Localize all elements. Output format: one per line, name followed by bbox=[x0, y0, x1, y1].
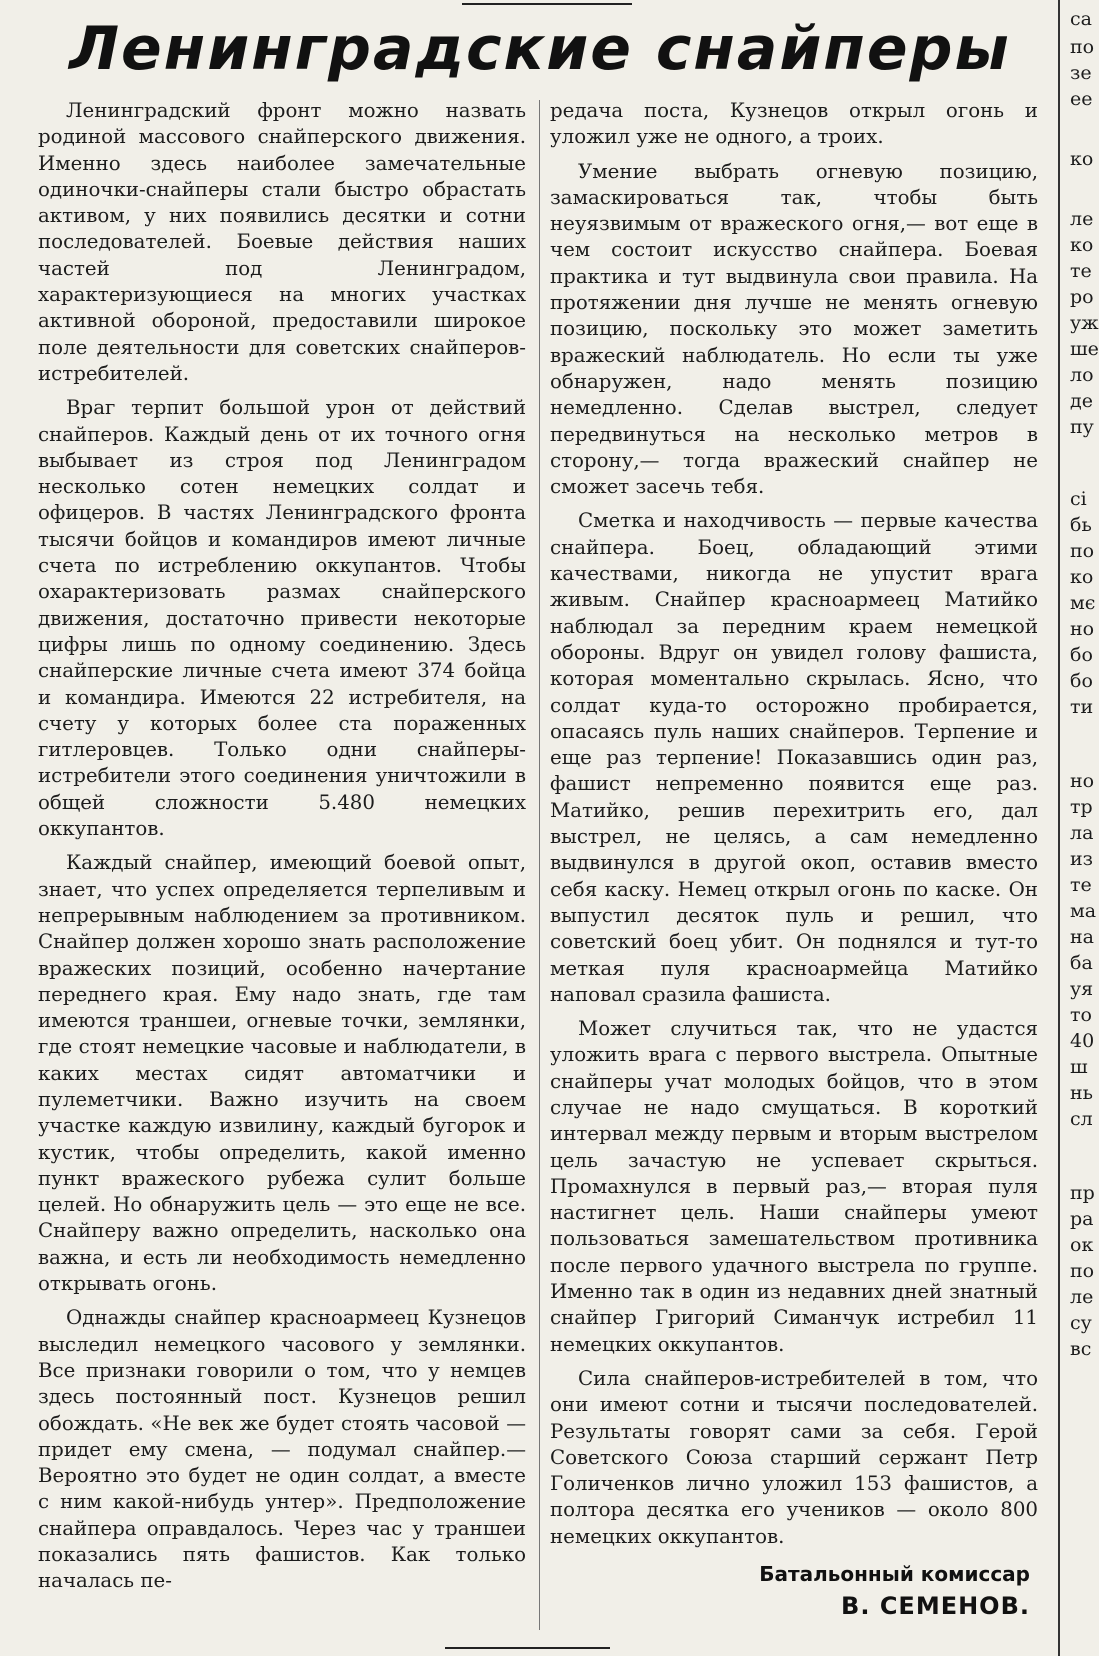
margin-text: ок bbox=[1070, 1234, 1094, 1256]
margin-text: ма bbox=[1070, 900, 1097, 922]
paragraph: Сила снайперов-истребителей в том, что они имеют сотни и тысячи последователей. Результаты говорят сами за себя. Герой Советского Союза старший сержант Петр Голиченков лично уложил 153 фашистов, а полтора десятка его учеников — около 800 немецких оккупантов. bbox=[550, 1366, 1038, 1548]
margin-text: ше bbox=[1070, 338, 1099, 360]
article-headline: Ленинградские снайперы bbox=[69, 14, 1011, 84]
margin-text: из bbox=[1070, 848, 1094, 870]
margin-text: по bbox=[1070, 1260, 1095, 1282]
paragraph: Каждый снайпер, имеющий боевой опыт, знает, что успех определяется терпеливым и непрерывным наблюдением за противником. Снайпер должен хорошо знать расположение вражеских позиций, особенно начертание переднего края. Ему надо знать, где там имеются траншеи, огневые точки, землянки, где стоят немецкие часовые и наблюдатели, в каких местах сидят автоматчики и пулеметчики. Важно изучить на своем участке каждую извилину, каждый бугорок и кустик, чтобы определить, какой именно пункт вражеского рубежа сулит больше целей. Но обнаружить цель — это еще не все. Снайперу важно определить, насколько она важна, и есть ли необходимость немедленно открывать огонь. bbox=[38, 851, 526, 1296]
top-rule bbox=[462, 3, 632, 5]
margin-text: те bbox=[1070, 874, 1092, 896]
margin-text: нь bbox=[1070, 1082, 1094, 1104]
margin-text: ба bbox=[1070, 952, 1093, 974]
paragraph-continuation: редача поста, Кузнецов открыл огонь и уложил уже не одного, а троих. bbox=[550, 99, 1038, 149]
margin-text: ее bbox=[1070, 88, 1093, 110]
margin-text: ко bbox=[1070, 566, 1094, 588]
margin-text: мє bbox=[1070, 592, 1096, 614]
paragraph: Однажды снайпер красноармеец Кузнецов выследил немецкого часового у землянки. Все признаки говорили о том, что у немцев здесь постоянный пост. Кузнецов решил обождать. «Не век же будет стоять часовой — придет ему смена, — подумал снайпер.— Вероятно это будет не один солдат, а вместе с ним какой-нибудь унтер». Предположение снайпера оправдалось. Через час у траншеи показались пять фашистов. Как только началась пе- bbox=[38, 1306, 526, 1593]
margin-text: де bbox=[1070, 390, 1093, 412]
paragraph: Ленинградский фронт можно назвать родиной массового снайперского движения. Именно здесь наиболее замечательные одиночки-снайперы стали быстро обрастать активом, у них появились десятки и сотни последователей. Боевые действия наших частей под Ленинградом, характеризующиеся на многих участках активной обороной, предоставили широкое поле деятельности для советских снайперов-истребителей. bbox=[38, 99, 526, 385]
margin-text: ро bbox=[1070, 286, 1094, 308]
margin-text: вс bbox=[1070, 1338, 1092, 1360]
author-role: Батальонный комиссар bbox=[759, 1562, 1030, 1586]
margin-text: ра bbox=[1070, 1208, 1094, 1230]
margin-text: бо bbox=[1070, 644, 1093, 666]
margin-text: зе bbox=[1070, 62, 1092, 84]
margin-text: пр bbox=[1070, 1182, 1095, 1204]
right-column bbox=[550, 98, 1038, 1550]
paragraph: Может случиться так, что не удастся уложить врага с первого выстрела. Опытные снайперы учат молодых бойцов, что в этом случае не надо смущаться. В короткий интервал между первым и вторым выстрелом цель зачастую не успевает скрыться. Промахнулся в первый раз,— вторая пуля настигнет цель. Наши снайперы умеют пользоваться замешательством противника после первого удачного выстрела по группе. Именно так в один из недавних дней знатный снайпер Григорий Симанчук истребил 11 немецких оккупантов. bbox=[550, 1017, 1038, 1356]
paragraph: Сметка и находчивость — первые качества снайпера. Боец, обладающий этими качествами, никогда не упустит врага живым. Снайпер красноармеец Матийко наблюдал за передним краем немецкой обороны. Вдруг он увидел голову фашиста, которая моментально скрылась. Ясно, что солдат куда-то осторожно пробирается, опасаясь пуль наших снайперов. Терпение и еще раз терпение! Показавшись один раз, фашист непременно появится еще раз. Матийко, решив перехитрить его, дал выстрел, не целясь, а сам немедленно выдвинулся в другой окоп, оставив вместо себя каску. Немец открыл огонь по каске. Он выпустил десяток пуль и решил, что советский боец убит. Он поднялся и тут-то меткая пуля красноармейца Матийко наповал сразила фашиста. bbox=[550, 509, 1038, 1006]
margin-text: те bbox=[1070, 260, 1092, 282]
margin-text: ло bbox=[1070, 364, 1094, 386]
margin-text: ко bbox=[1070, 234, 1094, 256]
page-edge-rule bbox=[1058, 0, 1060, 1656]
column-divider bbox=[539, 100, 540, 1630]
margin-text: по bbox=[1070, 540, 1095, 562]
margin-text: ла bbox=[1070, 822, 1094, 844]
paragraph: Враг терпит большой урон от действий снайперов. Каждый день от их точного огня выбывает из строя под Ленинградом несколько сотен немецких солдат и офицеров. В частях Ленинградского фронта тысячи бойцов и командиров имеют личные счета по истреблению оккупантов. Чтобы охарактеризовать размах снайперского движения, достаточно привести некоторые цифры лишь по одному соединению. Здесь снайперские личные счета имеют 374 бойца и командира. Имеются 22 истребителя, на счету у которых более ста пораженных гитлеровцев. Только одни снайперы-истребители этого соединения уничтожили в общей сложности 5.480 немецких оккупантов. bbox=[38, 396, 526, 841]
margin-text: ш bbox=[1070, 1056, 1088, 1078]
margin-text: са bbox=[1070, 8, 1092, 30]
margin-text: но bbox=[1070, 770, 1095, 792]
adjacent-column-fragment bbox=[1068, 0, 1099, 1656]
margin-text: сі bbox=[1070, 488, 1087, 510]
margin-text: то bbox=[1070, 1004, 1092, 1026]
margin-text: ле bbox=[1070, 1286, 1094, 1308]
margin-text: на bbox=[1070, 926, 1094, 948]
margin-text: бь bbox=[1070, 514, 1092, 536]
margin-text: уя bbox=[1070, 978, 1094, 1000]
margin-text: су bbox=[1070, 1312, 1092, 1334]
margin-text: пу bbox=[1070, 416, 1094, 438]
left-column bbox=[38, 98, 526, 1595]
margin-text: уж bbox=[1070, 312, 1099, 334]
margin-text: ле bbox=[1070, 208, 1094, 230]
author-name: В. СЕМЕНОВ. bbox=[841, 1592, 1030, 1620]
margin-text: ко bbox=[1070, 148, 1094, 170]
margin-text: ти bbox=[1070, 696, 1094, 718]
margin-text: 40 bbox=[1070, 1030, 1095, 1052]
margin-text: сл bbox=[1070, 1108, 1093, 1130]
margin-text: бо bbox=[1070, 670, 1093, 692]
bottom-rule bbox=[445, 1647, 610, 1649]
margin-text: по bbox=[1070, 36, 1095, 58]
margin-text: тр bbox=[1070, 796, 1093, 818]
paragraph: Умение выбрать огневую позицию, замаскироваться так, чтобы быть неуязвимым от вражеского огня,— вот еще в чем состоит искусство снайпера. Боевая практика и тут выдвинула свои правила. На протяжении дня лучше не менять огневую позицию, поскольку это может заметить вражеский наблюдатель. Но если ты уже обнаружен, надо менять позицию немедленно. Сделав выстрел, следует передвинуться на несколько метров в сторону,— тогда вражеский снайпер не сможет засечь тебя. bbox=[550, 159, 1038, 499]
margin-text: но bbox=[1070, 618, 1095, 640]
